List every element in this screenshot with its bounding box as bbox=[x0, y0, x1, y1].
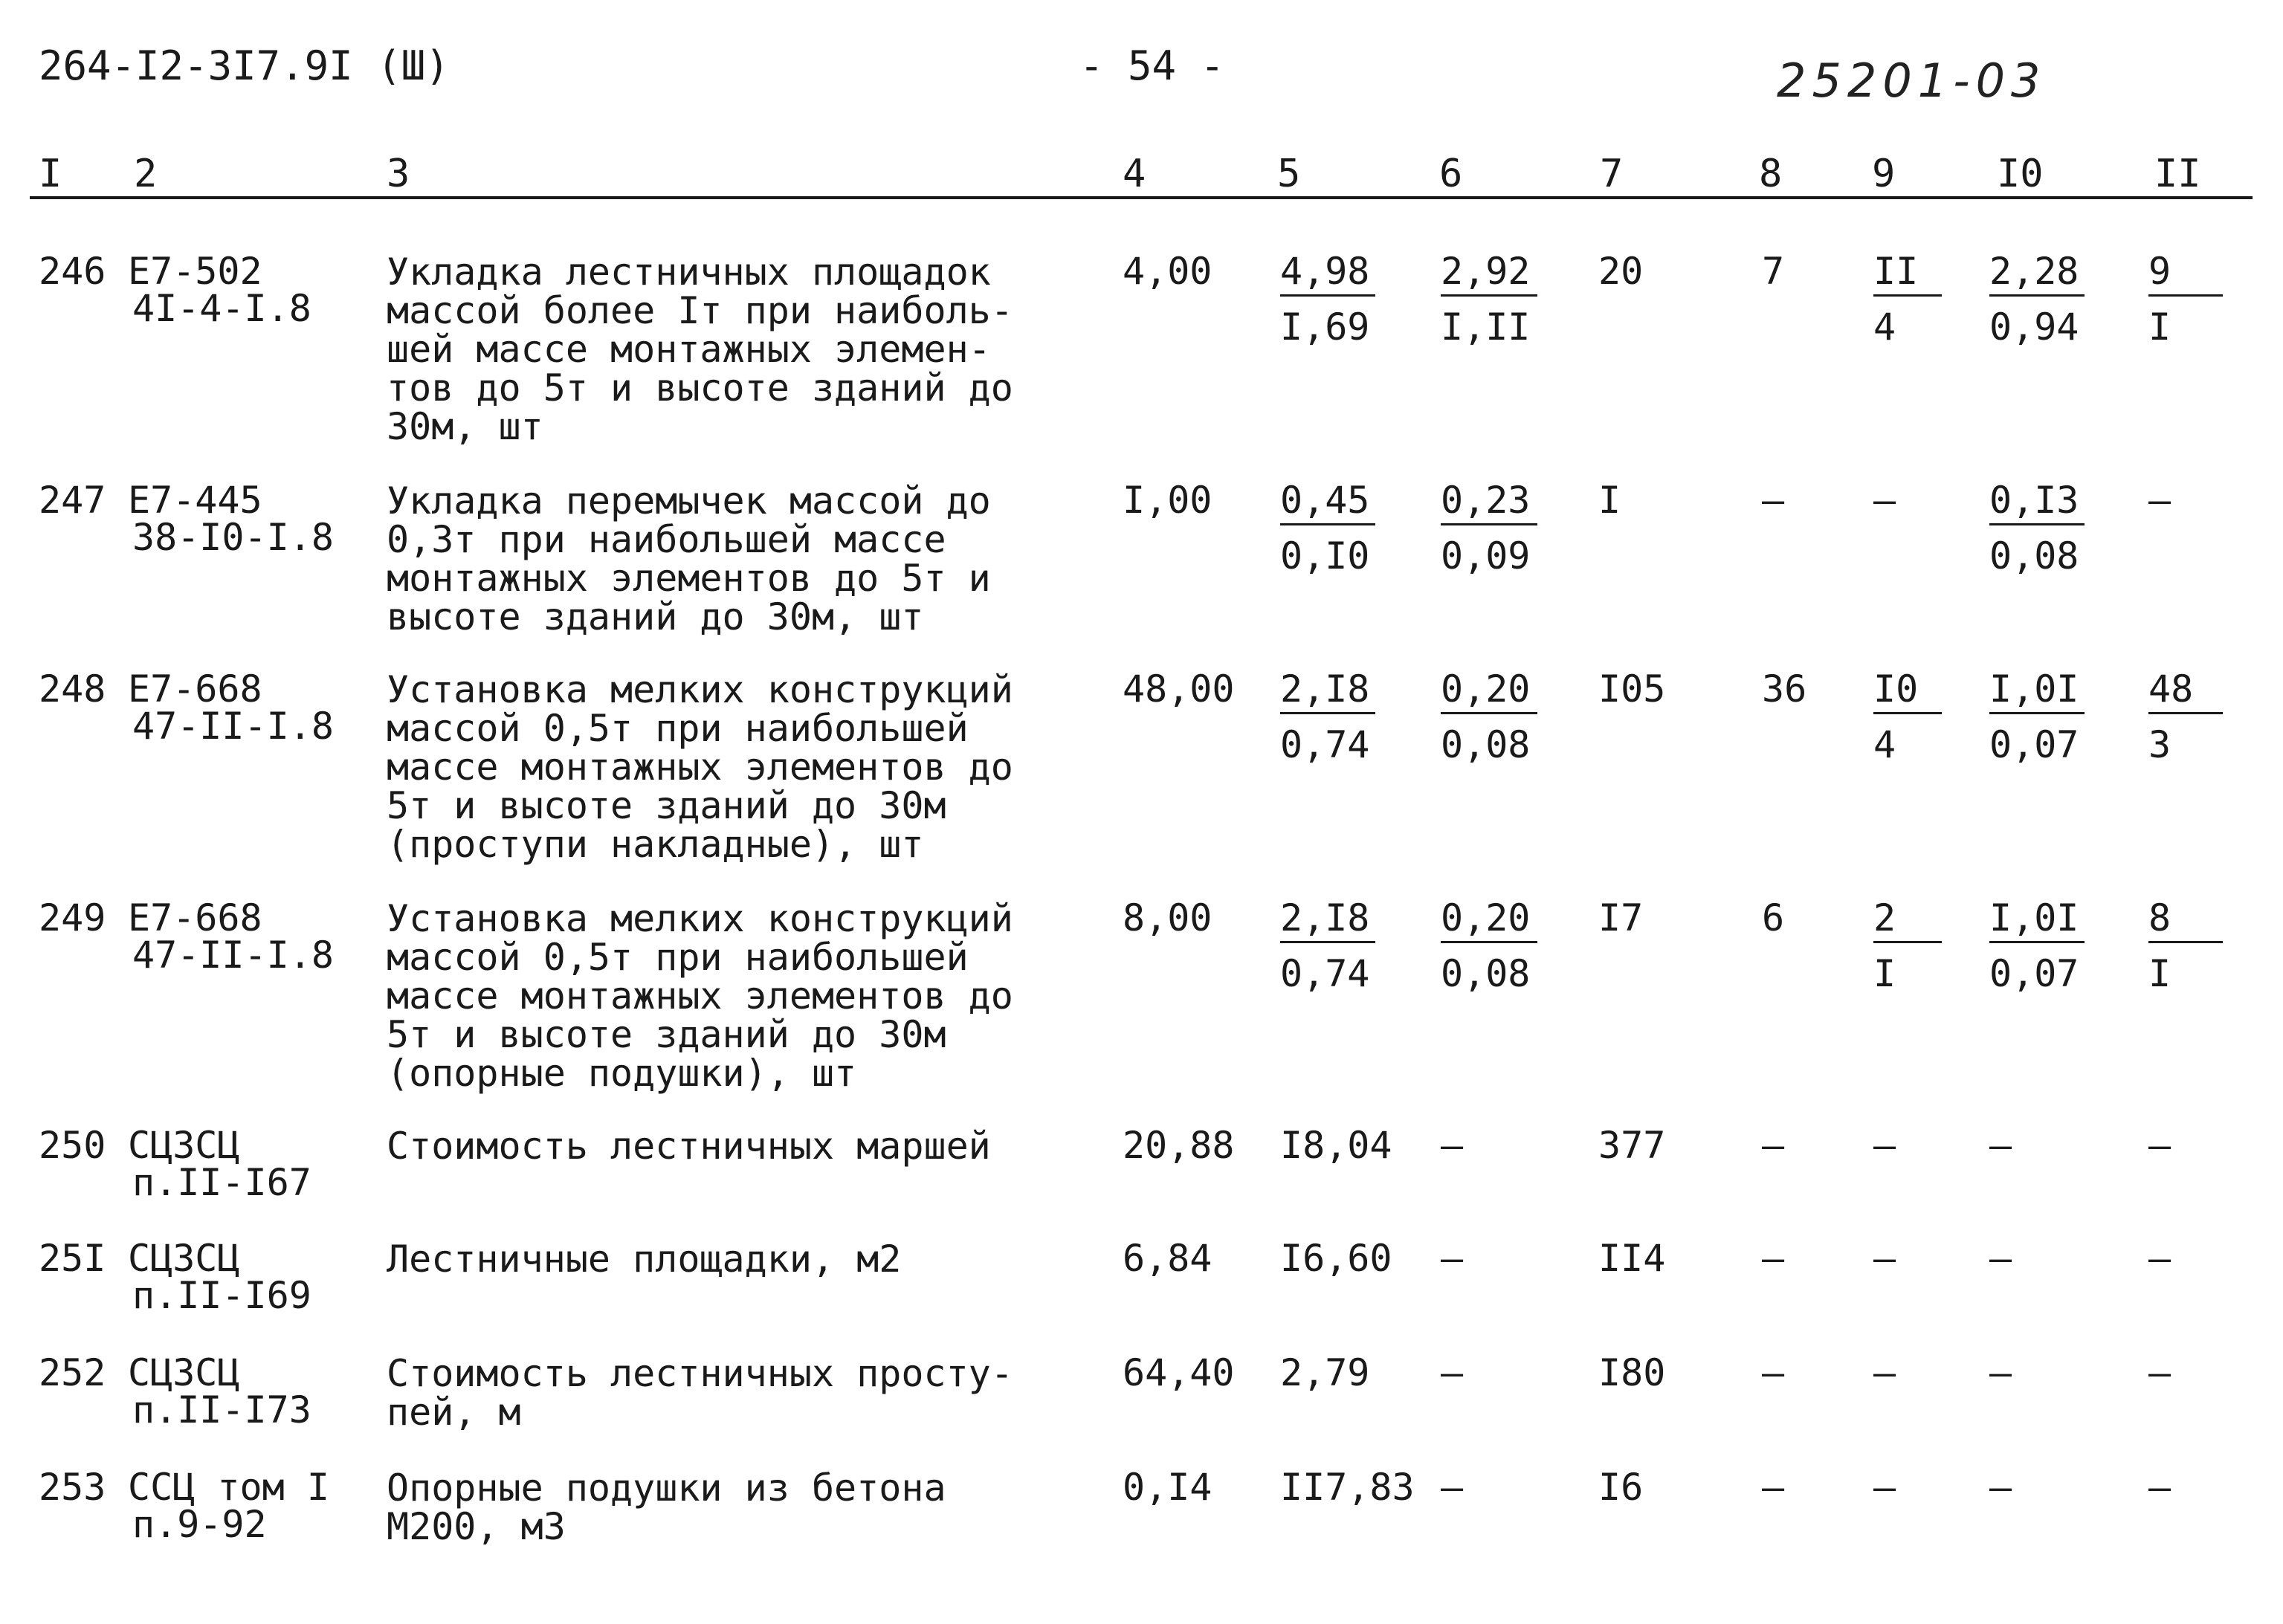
value-c9: – bbox=[1873, 1351, 1896, 1394]
fraction-value-c9 bbox=[1873, 250, 1942, 349]
description-line: Стоимость лестничных маршей bbox=[387, 1125, 991, 1168]
description-line: Установка мелких конструкций bbox=[387, 897, 1013, 940]
column-header: 5 bbox=[1277, 152, 1301, 196]
rate-code: СЦЗСЦ bbox=[128, 1124, 240, 1167]
fraction-value-c9 bbox=[1873, 667, 1942, 766]
fraction-numerator: 2,28 bbox=[1989, 253, 2085, 297]
description-line: 0,3т при наибольшей массе bbox=[387, 518, 946, 561]
description-line: 5т и высоте зданий до 30м bbox=[387, 1013, 946, 1056]
work-description bbox=[387, 479, 991, 638]
value-c11: – bbox=[2148, 1351, 2171, 1394]
description-line: Опорные подушки из бетона bbox=[387, 1466, 946, 1510]
fraction-numerator: I,0I bbox=[1989, 670, 2085, 714]
rate-reference: п.II-I67 bbox=[132, 1161, 311, 1204]
fraction-denominator: I bbox=[2148, 305, 2171, 349]
description-line: монтажных элементов до 5т и bbox=[387, 557, 991, 600]
value-c10: – bbox=[1989, 1466, 2012, 1509]
value-c7: 20 bbox=[1598, 250, 1644, 293]
document-code: 264-I2-3I7.9I (Ш) bbox=[39, 42, 450, 89]
description-line: Установка мелких конструкций bbox=[387, 668, 1013, 711]
column-header: 4 bbox=[1123, 152, 1146, 196]
fraction-value-c10 bbox=[1989, 896, 2085, 995]
handwritten-stamp: 25201-03 bbox=[1777, 54, 2047, 108]
fraction-denominator: 0,94 bbox=[1989, 305, 2079, 349]
rate-code: СЦЗСЦ bbox=[128, 1237, 240, 1280]
fraction-numerator: 2,I8 bbox=[1280, 670, 1375, 714]
description-line: массой 0,5т при наибольшей bbox=[387, 936, 969, 979]
fraction-numerator: I0 bbox=[1873, 670, 1942, 714]
fraction-numerator: II bbox=[1873, 253, 1942, 297]
description-line: Стоимость лестничных просту- bbox=[387, 1352, 1013, 1395]
column-header: 9 bbox=[1872, 152, 1896, 196]
value-c9: – bbox=[1873, 479, 1896, 522]
fraction-numerator: 2,I8 bbox=[1280, 899, 1375, 943]
description-line: массе монтажных элементов до bbox=[387, 745, 1013, 789]
fraction-denominator: 0,09 bbox=[1441, 534, 1531, 578]
fraction-value-c6 bbox=[1441, 479, 1537, 578]
value-c5: I8,04 bbox=[1280, 1124, 1392, 1167]
row-number: 252 bbox=[39, 1351, 106, 1394]
rate-reference: п.II-I69 bbox=[132, 1274, 311, 1317]
rate-code: ССЦ том I bbox=[128, 1466, 329, 1509]
row-number: 25I bbox=[39, 1237, 106, 1280]
fraction-value-c5 bbox=[1280, 479, 1375, 578]
fraction-denominator: 0,07 bbox=[1989, 952, 2079, 995]
value-c8: 6 bbox=[1762, 896, 1785, 939]
description-line: (опорные подушки), шт bbox=[387, 1052, 857, 1095]
value-c7: I bbox=[1598, 479, 1621, 522]
value-c7: I7 bbox=[1598, 896, 1644, 939]
value-c4: 48,00 bbox=[1123, 667, 1235, 711]
fraction-denominator: 0,74 bbox=[1280, 952, 1370, 995]
value-c7: I6 bbox=[1598, 1466, 1644, 1509]
value-c9: – bbox=[1873, 1237, 1896, 1280]
row-number: 250 bbox=[39, 1124, 106, 1167]
description-line: пей, м bbox=[387, 1391, 521, 1434]
rate-code: E7-668 bbox=[128, 667, 262, 711]
column-header: 2 bbox=[134, 152, 158, 196]
description-line: тов до 5т и высоте зданий до bbox=[387, 366, 1013, 410]
fraction-denominator: 3 bbox=[2148, 723, 2171, 766]
value-c10: – bbox=[1989, 1351, 2012, 1394]
rate-reference: п.9-92 bbox=[132, 1503, 267, 1546]
column-header: 3 bbox=[387, 152, 410, 196]
page-number: - 54 - bbox=[1079, 42, 1225, 89]
value-c10: – bbox=[1989, 1237, 2012, 1280]
fraction-value-c10 bbox=[1989, 479, 2085, 578]
fraction-denominator: 0,07 bbox=[1989, 723, 2079, 766]
row-number: 253 bbox=[39, 1466, 106, 1509]
rate-code: E7-502 bbox=[128, 250, 262, 293]
fraction-numerator: 0,23 bbox=[1441, 482, 1537, 525]
value-c7: I80 bbox=[1598, 1351, 1666, 1394]
work-description bbox=[387, 670, 1013, 864]
value-c6: – bbox=[1441, 1351, 1464, 1394]
row-number: 249 bbox=[39, 896, 106, 939]
fraction-value-c6 bbox=[1441, 667, 1537, 766]
value-c7: II4 bbox=[1598, 1237, 1666, 1280]
work-description bbox=[387, 1352, 1013, 1434]
value-c9: – bbox=[1873, 1466, 1896, 1509]
work-description bbox=[387, 1238, 902, 1281]
rate-code: E7-445 bbox=[128, 479, 262, 522]
description-line: Укладка лестничных площадок bbox=[387, 250, 991, 294]
description-line: высоте зданий до 30м, шт bbox=[387, 595, 924, 638]
value-c8: – bbox=[1762, 1466, 1785, 1509]
fraction-value-c6 bbox=[1441, 250, 1537, 349]
fraction-value-c11 bbox=[2148, 250, 2223, 349]
value-c8: – bbox=[1762, 1124, 1785, 1167]
description-line: массой более Iт при наиболь- bbox=[387, 289, 1013, 332]
fraction-value-c11 bbox=[2148, 667, 2223, 766]
value-c4: 64,40 bbox=[1123, 1351, 1235, 1394]
rate-reference: 47-II-I.8 bbox=[132, 705, 334, 748]
fraction-numerator: 0,45 bbox=[1280, 482, 1375, 525]
row-number: 246 bbox=[39, 250, 106, 293]
work-description bbox=[387, 1466, 946, 1548]
value-c4: 4,00 bbox=[1123, 250, 1212, 293]
column-header: 6 bbox=[1439, 152, 1463, 196]
column-header: I0 bbox=[1997, 152, 2044, 196]
fraction-denominator: 0,08 bbox=[1441, 723, 1531, 766]
value-c11: – bbox=[2148, 479, 2171, 522]
value-c11: – bbox=[2148, 1237, 2171, 1280]
fraction-numerator: 0,I3 bbox=[1989, 482, 2085, 525]
value-c6: – bbox=[1441, 1237, 1464, 1280]
fraction-denominator: I bbox=[2148, 952, 2171, 995]
value-c11: – bbox=[2148, 1124, 2171, 1167]
value-c10: – bbox=[1989, 1124, 2012, 1167]
work-description bbox=[387, 250, 1013, 448]
description-line: Лестничные площадки, м2 bbox=[387, 1238, 902, 1281]
row-number: 248 bbox=[39, 667, 106, 711]
fraction-numerator: 2 bbox=[1873, 899, 1942, 943]
fraction-denominator: 0,I0 bbox=[1280, 534, 1370, 578]
value-c4: I,00 bbox=[1123, 479, 1212, 522]
fraction-denominator: I bbox=[1873, 952, 1896, 995]
description-line: массе монтажных элементов до bbox=[387, 974, 1013, 1018]
value-c8: 36 bbox=[1762, 667, 1807, 711]
row-number: 247 bbox=[39, 479, 106, 522]
fraction-numerator: 9 bbox=[2148, 253, 2223, 297]
fraction-denominator: 4 bbox=[1873, 305, 1896, 349]
rate-code: E7-668 bbox=[128, 896, 262, 939]
value-c7: I05 bbox=[1598, 667, 1666, 711]
fraction-numerator: 8 bbox=[2148, 899, 2223, 943]
value-c11: – bbox=[2148, 1466, 2171, 1509]
fraction-value-c5 bbox=[1280, 667, 1375, 766]
description-line: (проступи накладные), шт bbox=[387, 823, 924, 866]
fraction-denominator: 0,08 bbox=[1441, 952, 1531, 995]
fraction-numerator: 0,20 bbox=[1441, 899, 1537, 943]
value-c4: 20,88 bbox=[1123, 1124, 1235, 1167]
fraction-value-c10 bbox=[1989, 250, 2085, 349]
work-description bbox=[387, 899, 1013, 1093]
value-c4: 0,I4 bbox=[1123, 1466, 1212, 1509]
work-description bbox=[387, 1125, 991, 1168]
fraction-value-c10 bbox=[1989, 667, 2085, 766]
fraction-denominator: I,II bbox=[1441, 305, 1531, 349]
value-c6: – bbox=[1441, 1466, 1464, 1509]
rate-code: СЦЗСЦ bbox=[128, 1351, 240, 1394]
description-line: массой 0,5т при наибольшей bbox=[387, 707, 969, 750]
column-header: 8 bbox=[1759, 152, 1783, 196]
header-divider bbox=[30, 196, 2253, 199]
value-c8: – bbox=[1762, 479, 1785, 522]
value-c4: 8,00 bbox=[1123, 896, 1212, 939]
value-c9: – bbox=[1873, 1124, 1896, 1167]
fraction-numerator: 0,20 bbox=[1441, 670, 1537, 714]
fraction-value-c11 bbox=[2148, 896, 2223, 995]
fraction-value-c5 bbox=[1280, 250, 1375, 349]
value-c4: 6,84 bbox=[1123, 1237, 1212, 1280]
description-line: М200, м3 bbox=[387, 1505, 566, 1548]
description-line: Укладка перемычек массой до bbox=[387, 479, 991, 523]
value-c7: 377 bbox=[1598, 1124, 1666, 1167]
fraction-value-c9 bbox=[1873, 896, 1942, 995]
value-c6: – bbox=[1441, 1124, 1464, 1167]
fraction-numerator: 4,98 bbox=[1280, 253, 1375, 297]
value-c8: 7 bbox=[1762, 250, 1785, 293]
fraction-denominator: 0,74 bbox=[1280, 723, 1370, 766]
fraction-denominator: 0,08 bbox=[1989, 534, 2079, 578]
fraction-denominator: I,69 bbox=[1280, 305, 1370, 349]
column-header: II bbox=[2154, 152, 2201, 196]
rate-reference: 38-I0-I.8 bbox=[132, 516, 334, 559]
rate-reference: 47-II-I.8 bbox=[132, 934, 334, 977]
description-line: 30м, шт bbox=[387, 405, 543, 448]
fraction-numerator: I,0I bbox=[1989, 899, 2085, 943]
fraction-value-c5 bbox=[1280, 896, 1375, 995]
value-c5: II7,83 bbox=[1280, 1466, 1415, 1509]
rate-reference: п.II-I73 bbox=[132, 1388, 311, 1431]
column-header: 7 bbox=[1600, 152, 1624, 196]
value-c5: 2,79 bbox=[1280, 1351, 1370, 1394]
description-line: 5т и высоте зданий до 30м bbox=[387, 784, 946, 827]
rate-reference: 4I-4-I.8 bbox=[132, 287, 311, 330]
fraction-denominator: 4 bbox=[1873, 723, 1896, 766]
fraction-numerator: 48 bbox=[2148, 670, 2223, 714]
value-c5: I6,60 bbox=[1280, 1237, 1392, 1280]
value-c8: – bbox=[1762, 1237, 1785, 1280]
value-c8: – bbox=[1762, 1351, 1785, 1394]
description-line: шей массе монтажных элемен- bbox=[387, 328, 991, 371]
fraction-numerator: 2,92 bbox=[1441, 253, 1537, 297]
fraction-value-c6 bbox=[1441, 896, 1537, 995]
column-header: I bbox=[39, 152, 62, 196]
